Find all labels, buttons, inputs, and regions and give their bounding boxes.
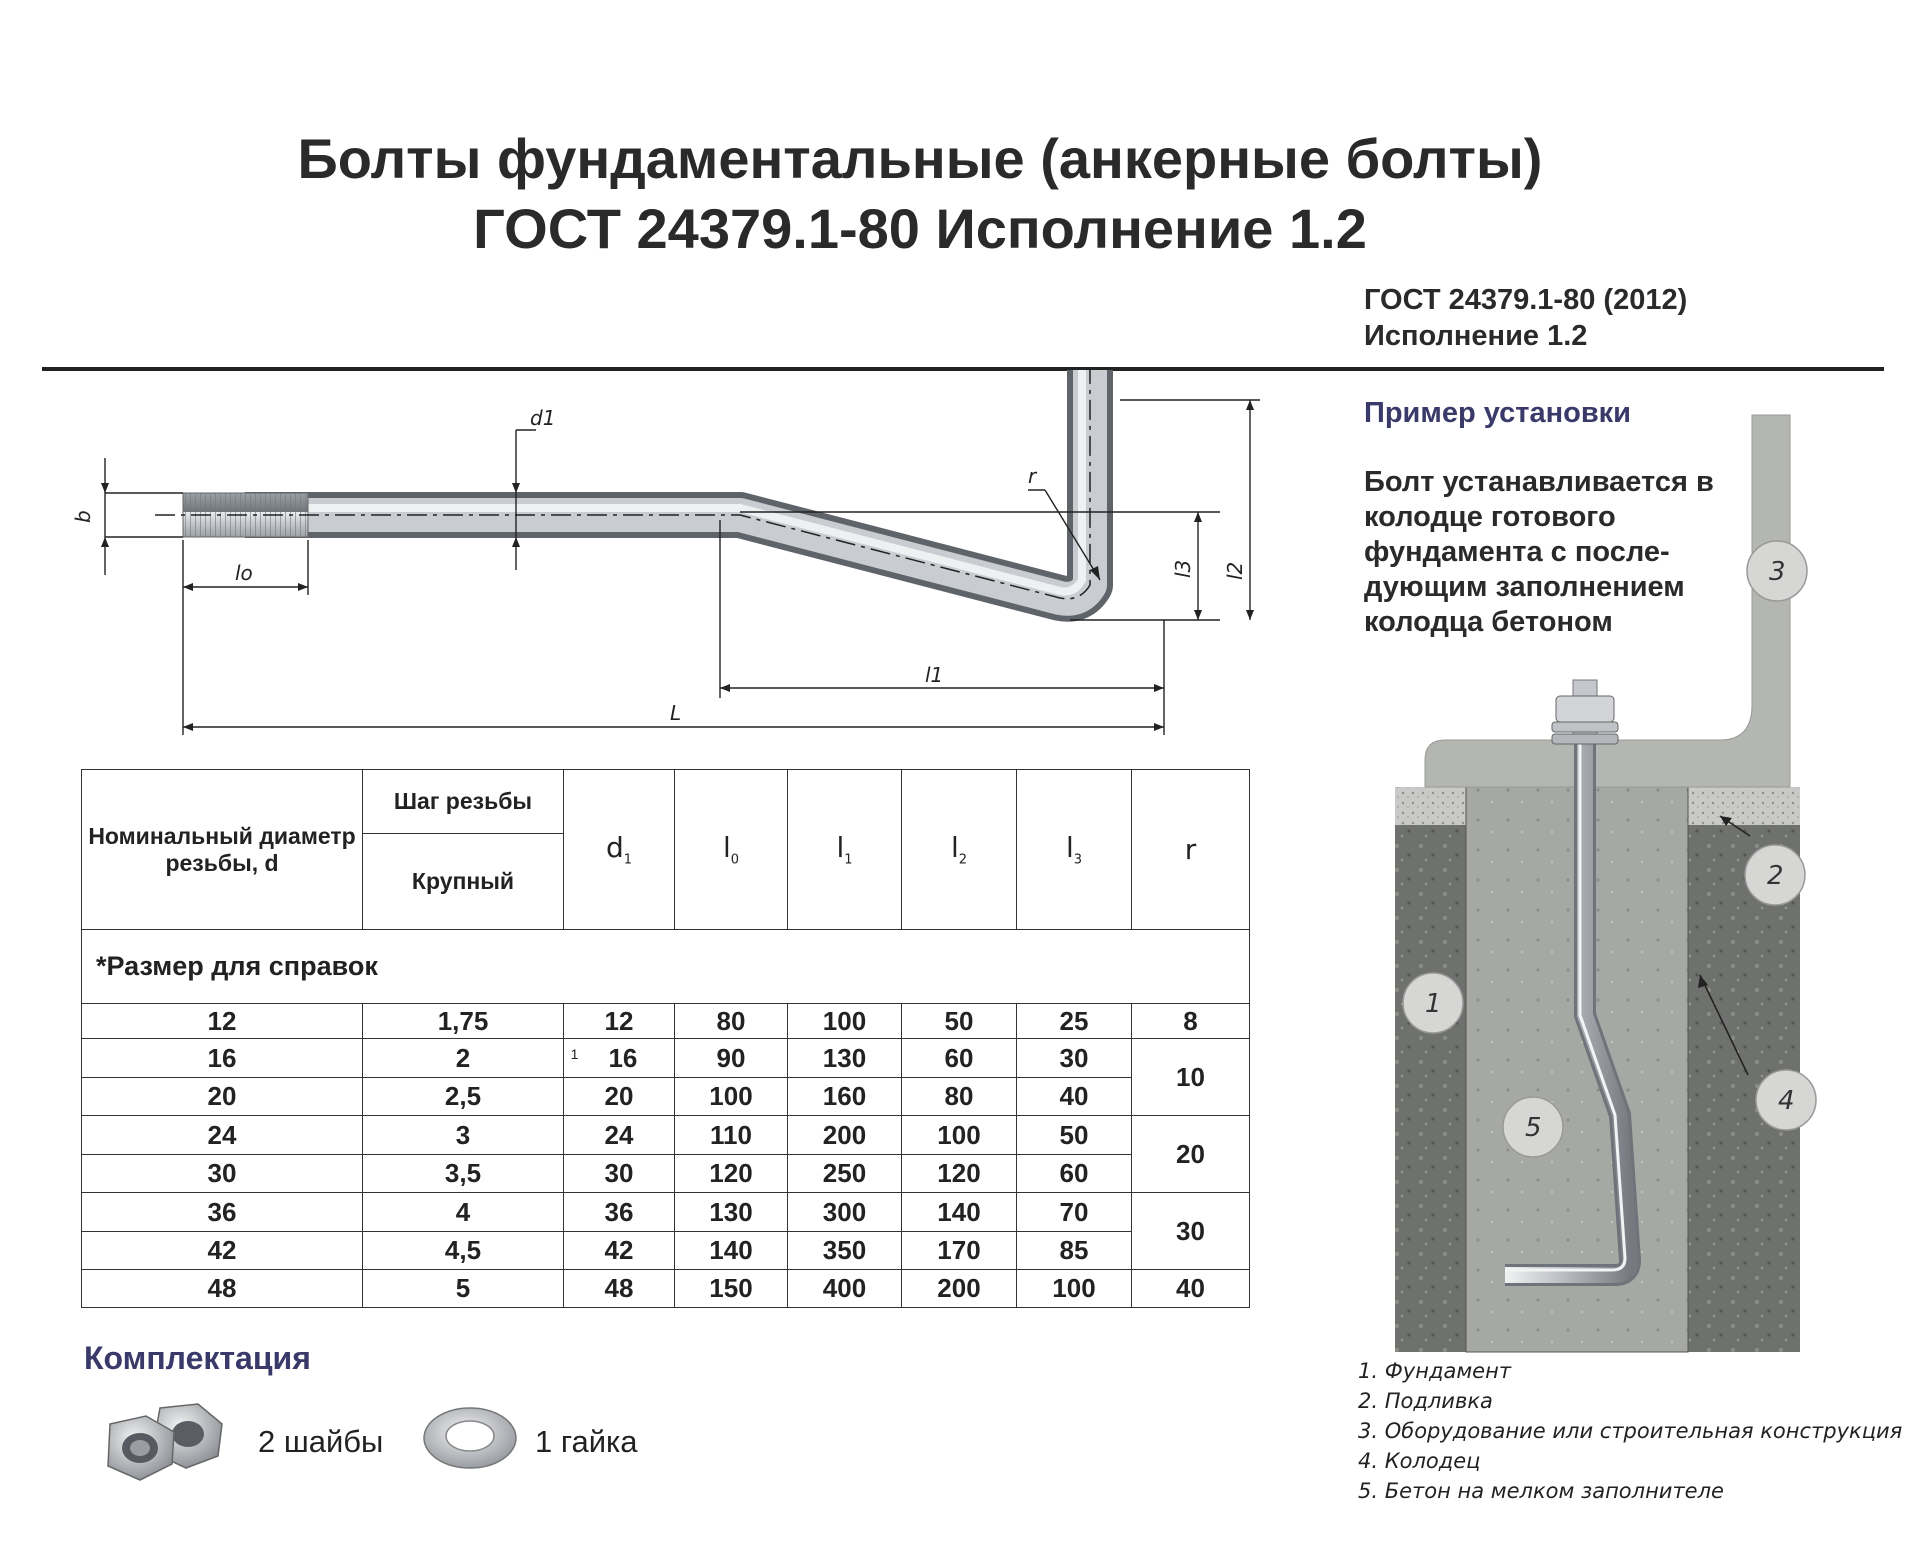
kit-title: Комплектация [84,1340,311,1376]
table-row: 48 5 48 150 400 200 100 40 [82,1270,1250,1308]
legend-item: 3. Оборудование или строительная конструкция [1358,1419,1903,1443]
dim-label-l1: l1 [925,663,944,687]
callout-1: 1 [1425,989,1442,1019]
header-l3: $l_3$ [1017,770,1132,930]
table-row: 20 2,5 20 100 160 80 40 [82,1078,1250,1116]
header-l1: $l_1$ [788,770,902,930]
legend-item: 5. Бетон на мелком заполнителе [1358,1479,1724,1503]
bolt-drawing [60,380,1247,750]
legend-item: 2. Подливка [1358,1389,1493,1413]
r-value: 20 [1132,1116,1250,1193]
table-row: 12 1,75 12 80 100 50 25 8 [82,1004,1250,1039]
legend-item: 4. Колодец [1358,1449,1481,1473]
dim-label-d1: d1 [530,406,556,430]
r-value: 30 [1132,1193,1250,1270]
table-row: 16 2 $^1$ 16 90 130 60 30 10 [82,1039,1250,1078]
page-title: Болты фундаментальные (анкерные болты) [297,127,1543,190]
example-description: Болт устанавливается в колодце готового фундамента с после-дующим заполнением колодца бетоном [1364,466,1714,638]
standard-version: Исполнение 1.2 [1364,320,1588,352]
table-row: 30 3,5 30 120 250 120 60 [82,1155,1250,1193]
kit-item-nut: 1 гайка [535,1424,638,1459]
dim-label-lo: lo [235,561,253,585]
dim-label-L: L [670,701,682,725]
callout-5: 5 [1525,1113,1542,1143]
header-l0: $l_0$ [675,770,788,930]
header-r: r [1132,770,1250,930]
r-value: 8 [1132,1004,1250,1039]
legend-list [1358,1356,1902,1506]
nut [1556,696,1614,722]
spec-table [81,769,1250,1308]
table-row: 24 3 24 110 200 100 50 20 [82,1116,1250,1155]
header-l2: $l_2$ [902,770,1017,930]
header-diameter: Номинальный диаметр резьбы, d [82,770,363,930]
header-pitch: Шаг резьбы [363,770,564,834]
nut-icon [90,1390,240,1490]
page-subtitle: ГОСТ 24379.1-80 Исполнение 1.2 [473,197,1367,260]
standard-label: ГОСТ 24379.1-80 (2012) [1364,284,1688,316]
reference-note: *Размер для справок [82,930,1250,1004]
dim-label-r: r [1028,464,1037,488]
example-title: Пример установки [1364,397,1632,429]
divider [42,367,1884,371]
header-pitch-coarse: Крупный [363,834,564,930]
header-d1: $d_1$ [564,770,675,930]
dim-label-b: b [71,510,95,523]
callout-3: 3 [1769,557,1786,587]
callout-2: 2 [1767,861,1784,891]
d1-footnote: 1 [570,1045,579,1062]
washer-icon [420,1400,520,1472]
kit-item-washers: 2 шайбы [258,1424,384,1459]
callout-4: 4 [1778,1086,1795,1116]
washer [1552,722,1618,732]
dim-label-l3: l3 [1171,559,1195,578]
r-value: 40 [1132,1270,1250,1308]
dim-label-l2: l2 [1223,561,1247,580]
table-row: 42 4,5 42 140 350 170 85 [82,1232,1250,1270]
table-row: 36 4 36 130 300 140 70 30 [82,1193,1250,1232]
r-value: 10 [1132,1039,1250,1116]
legend-item: 1. Фундамент [1358,1359,1512,1383]
